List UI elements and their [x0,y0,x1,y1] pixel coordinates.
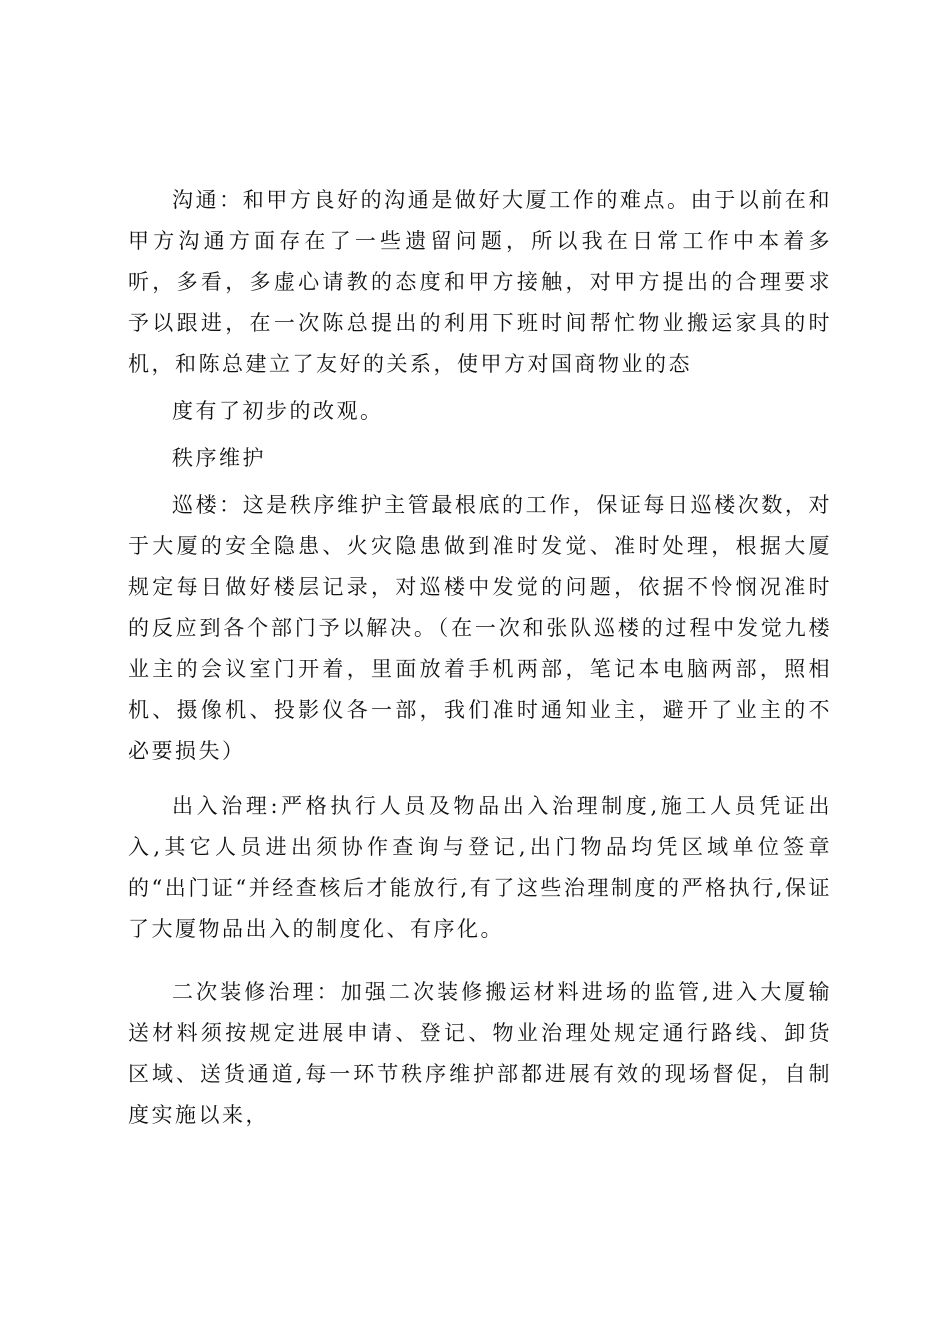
paragraph-renovation-management: 二次装修治理：加强二次装修搬运材料进场的监管,进入大厦输送材料须按规定进展申请、登记、物业治理处规定通行路线、卸货区域、送货通道,每一环节秩序维护部都进展有效的现场督促，自制度实施以来， [128,980,832,1127]
paragraph-patrol: 巡楼：这是秩序维护主管最根底的工作，保证每日巡楼次数，对于大厦的安全隐患、火灾隐患做到准时发觉、准时处理，根据大厦规定每日做好楼层记录，对巡楼中发觉的问题，依据不怜悯况准时的反应到各个部门予以解决。（在一次和张队巡楼的过程中发觉九楼业主的会议室门开着，里面放着手机两部，笔记本电脑两部，照相机、摄像机、投影仪各一部，我们准时通知业主，避开了业主的不必要损失） [128,493,832,763]
paragraph-communication: 沟通：和甲方良好的沟通是做好大厦工作的难点。由于以前在和甲方沟通方面存在了一些遗留问题，所以我在日常工作中本着多听，多看，多虚心请教的态度和甲方接触，对甲方提出的合理要求予以跟进，在一次陈总提出的利用下班时间帮忙物业搬运家具的时机，和陈总建立了友好的关系，使甲方对国商物业的态 [128,188,832,376]
section-heading-order-maintenance: 秩序维护 [172,446,266,470]
paragraph-access-control: 出入治理:严格执行人员及物品出入治理制度,施工人员凭证出入,其它人员进出须协作查询与登记,出门物品均凭区域单位签章的“出门证“并经查核后才能放行,有了这些治理制度的严格执行,保证了大厦物品出入的制度化、有序化。 [128,794,832,941]
paragraph-communication-continued: 度有了初步的改观。 [172,399,384,423]
document-body [128,180,832,1136]
